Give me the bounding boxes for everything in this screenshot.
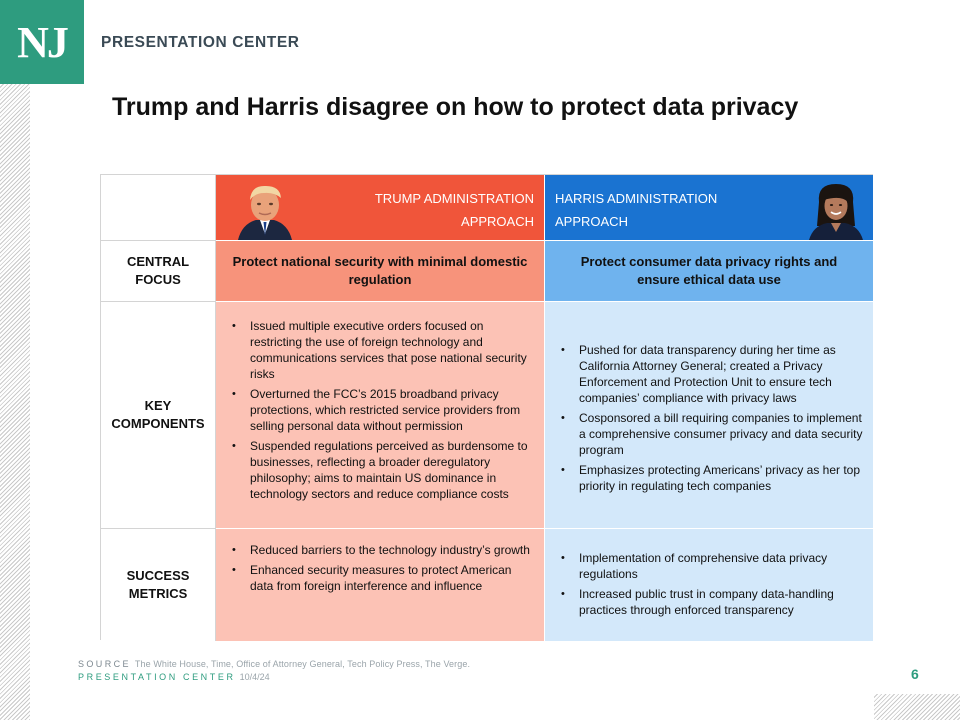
trump-key-components-list: [230, 318, 534, 506]
harris-key-components-list: [559, 342, 863, 498]
source-label: SOURCE: [78, 659, 131, 669]
row-label-central-focus: CENTRAL FOCUS: [101, 241, 216, 302]
list-item: • Enhanced security measures to protect American data from foreign interference and influence: [230, 562, 534, 594]
harris-central-focus-cell: [545, 241, 874, 302]
harris-portrait-icon: [807, 180, 865, 240]
harris-success-metrics-list: [559, 550, 863, 622]
harris-success-metrics-cell: [545, 529, 874, 641]
harris-column-header: [545, 175, 874, 241]
trump-portrait-icon: [236, 180, 294, 240]
list-item: • Implementation of comprehensive data privacy regulations: [559, 550, 863, 582]
list-item: • Suspended regulations perceived as burdensome to businesses, reflecting a broader deregulatory philosophy; aims to maintain US dominance in technology sectors and reduce compliance costs: [230, 438, 534, 502]
list-item: • Issued multiple executive orders focused on restricting the use of foreign technology and communications services that pose national security risks: [230, 318, 534, 382]
list-item: • Reduced barriers to the technology industry’s growth: [230, 542, 534, 558]
list-item: • Increased public trust in company data-handling practices through enforced transparency: [559, 586, 863, 618]
trump-header-line2: APPROACH: [461, 214, 534, 229]
page-number: 6: [911, 666, 919, 682]
list-item: • Emphasizes protecting Americans’ privacy as her top priority in regulating tech companies: [559, 462, 863, 494]
trump-column-header: [216, 175, 545, 241]
harris-header-line2: APPROACH: [555, 214, 628, 229]
comparison-table: [100, 174, 873, 640]
row-label-success-metrics: SUCCESS METRICS: [101, 529, 216, 641]
harris-central-focus-text: Protect consumer data privacy rights and ensure ethical data use: [580, 254, 838, 287]
trump-central-focus-text: Protect national security with minimal domestic regulation: [232, 254, 528, 287]
nj-logo: NJ: [0, 0, 84, 84]
footer-date: 10/4/24: [239, 672, 270, 682]
page-title: Trump and Harris disagree on how to protect data privacy: [112, 93, 799, 121]
presentation-center-label: PRESENTATION CENTER: [78, 672, 236, 682]
presentation-center-line: [78, 672, 270, 682]
list-item: • Overturned the FCC’s 2015 broadband privacy protections, which restricted service providers from selling personal data without permission: [230, 386, 534, 434]
decorative-hatch-left: [0, 84, 30, 720]
trump-central-focus-cell: [216, 241, 545, 302]
trump-key-components-cell: [216, 302, 545, 529]
list-item: • Pushed for data transparency during her time as California Attorney General; created a Privacy Enforcement and Protection Unit to ensure tech companies’ compliance with privacy laws: [559, 342, 863, 406]
row-label-key-components: KEY COMPONENTS: [101, 302, 216, 529]
table-corner: [101, 175, 216, 241]
brand-name: PRESENTATION CENTER: [101, 34, 300, 51]
trump-header-line1: TRUMP ADMINISTRATION: [374, 191, 534, 206]
trump-success-metrics-list: [230, 542, 534, 598]
source-text: The White House, Time, Office of Attorney General, Tech Policy Press, The Verge.: [134, 659, 471, 669]
harris-key-components-cell: [545, 302, 874, 529]
harris-header-line1: HARRIS ADMINISTRATION: [555, 191, 718, 206]
decorative-hatch-bottom: [874, 694, 960, 720]
list-item: • Cosponsored a bill requiring companies to implement a comprehensive consumer privacy and data security program: [559, 410, 863, 458]
source-line: [78, 659, 470, 669]
trump-success-metrics-cell: [216, 529, 545, 641]
